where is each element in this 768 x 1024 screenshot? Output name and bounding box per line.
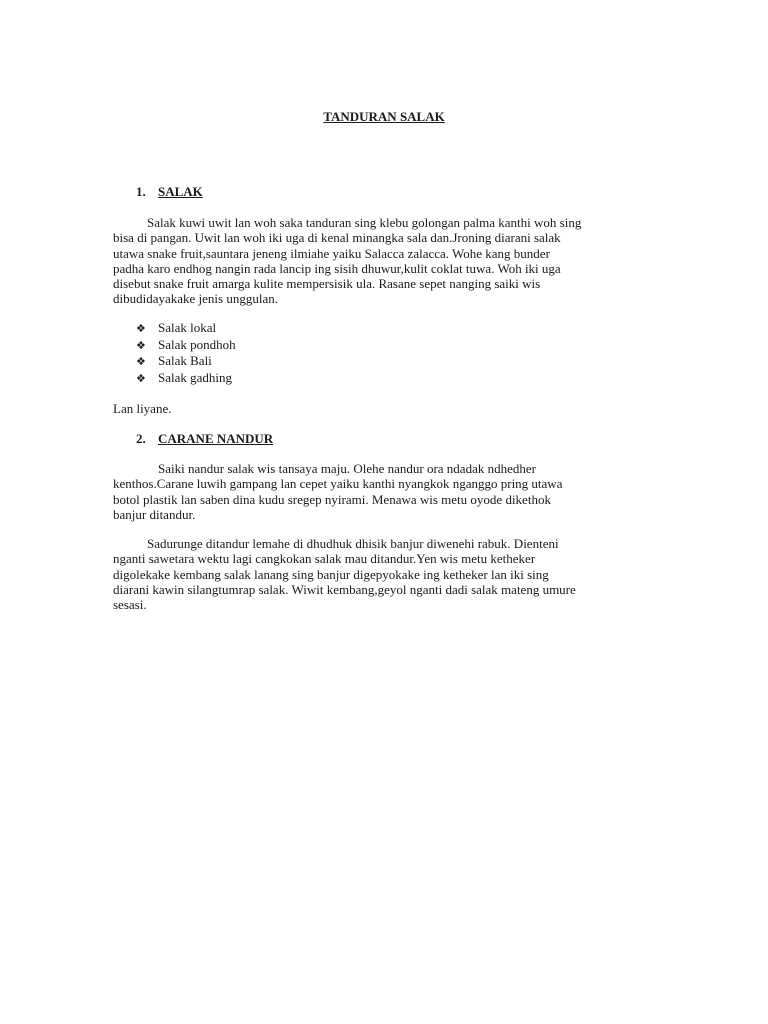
paragraph-line: nganti sawetara wektu lagi cangkokan salak mau ditandur.Yen wis metu ketheker xyxy=(113,551,536,567)
paragraph-line: banjur ditandur. xyxy=(113,506,196,522)
paragraph-line: diarani kawin silangtumrap salak. Wiwit kembang,geyol nganti dadi salak mateng umure xyxy=(113,581,576,597)
section-1-heading xyxy=(136,184,203,199)
list-item-label: Salak gadhing xyxy=(158,369,233,385)
list-item xyxy=(136,353,236,370)
section-1-number: 1. xyxy=(136,184,146,199)
section-2-title: CARANE NANDUR xyxy=(158,431,274,446)
diamond-bullet-icon: ❖ xyxy=(136,355,146,368)
paragraph-line: utawa snake fruit,sauntara jeneng ilmiahe yaiku Salacca zalacca. Wohe kang bunder xyxy=(113,245,550,261)
paragraph-line: Saiki nandur salak wis tansaya maju. Olehe nandur ora ndadak ndhedher xyxy=(158,461,536,476)
paragraph-line: bisa di pangan. Uwit lan woh iki uga di kenal minangka sala dan.Jroning diarani salak xyxy=(113,230,561,246)
list-item-label: Salak lokal xyxy=(158,320,217,335)
section-2-heading xyxy=(136,431,273,446)
paragraph-line: disebut snake fruit amarga kulite mempersisik ula. Rasane sepet nanging saiki wis xyxy=(113,276,541,292)
list-item-label: Salak Bali xyxy=(158,353,212,368)
list-item xyxy=(136,337,236,354)
section-1-title: SALAK xyxy=(158,184,203,199)
section-2-paragraph-1 xyxy=(113,461,658,522)
paragraph-line: Salak kuwi uwit lan woh saka tanduran sing klebu golongan palma kanthi woh sing xyxy=(147,215,582,230)
list-item-label: Salak pondhoh xyxy=(158,336,236,352)
diamond-bullet-icon: ❖ xyxy=(136,371,146,385)
list-item xyxy=(136,370,236,387)
paragraph-line: sesasi. xyxy=(113,597,147,613)
paragraph-line: Sadurunge ditandur lemahe di dhudhuk dhisik banjur diwenehi rabuk. Dienteni xyxy=(147,536,559,551)
diamond-bullet-icon: ❖ xyxy=(136,338,146,352)
section-2-number: 2. xyxy=(136,431,146,446)
paragraph-line: digolekake kembang salak lanang sing banjur digepyokake ing ketheker lan iki sing xyxy=(113,566,549,582)
list-item xyxy=(136,320,236,337)
after-list-text: Lan liyane. xyxy=(113,401,172,416)
section-2-paragraph-2 xyxy=(113,536,658,612)
document-title: TANDURAN SALAK xyxy=(323,109,445,124)
paragraph-line: padha karo endhog nangin rada lancip ing sisih dhuwur,kulit coklat tuwa. Woh iki uga xyxy=(113,260,561,276)
paragraph-line: botol plastik lan saben dina kudu sregep nyirami. Menawa wis metu oyode dikethok xyxy=(113,491,551,507)
paragraph-line: dibudidayakake jenis unggulan. xyxy=(113,291,278,307)
salak-varieties-list xyxy=(136,320,236,386)
diamond-bullet-icon: ❖ xyxy=(136,322,146,335)
paragraph-line: kenthos.Carane luwih gampang lan cepet yaiku kanthi nyangkok nganggo pring utawa xyxy=(113,476,563,492)
section-1-paragraph xyxy=(113,215,658,307)
